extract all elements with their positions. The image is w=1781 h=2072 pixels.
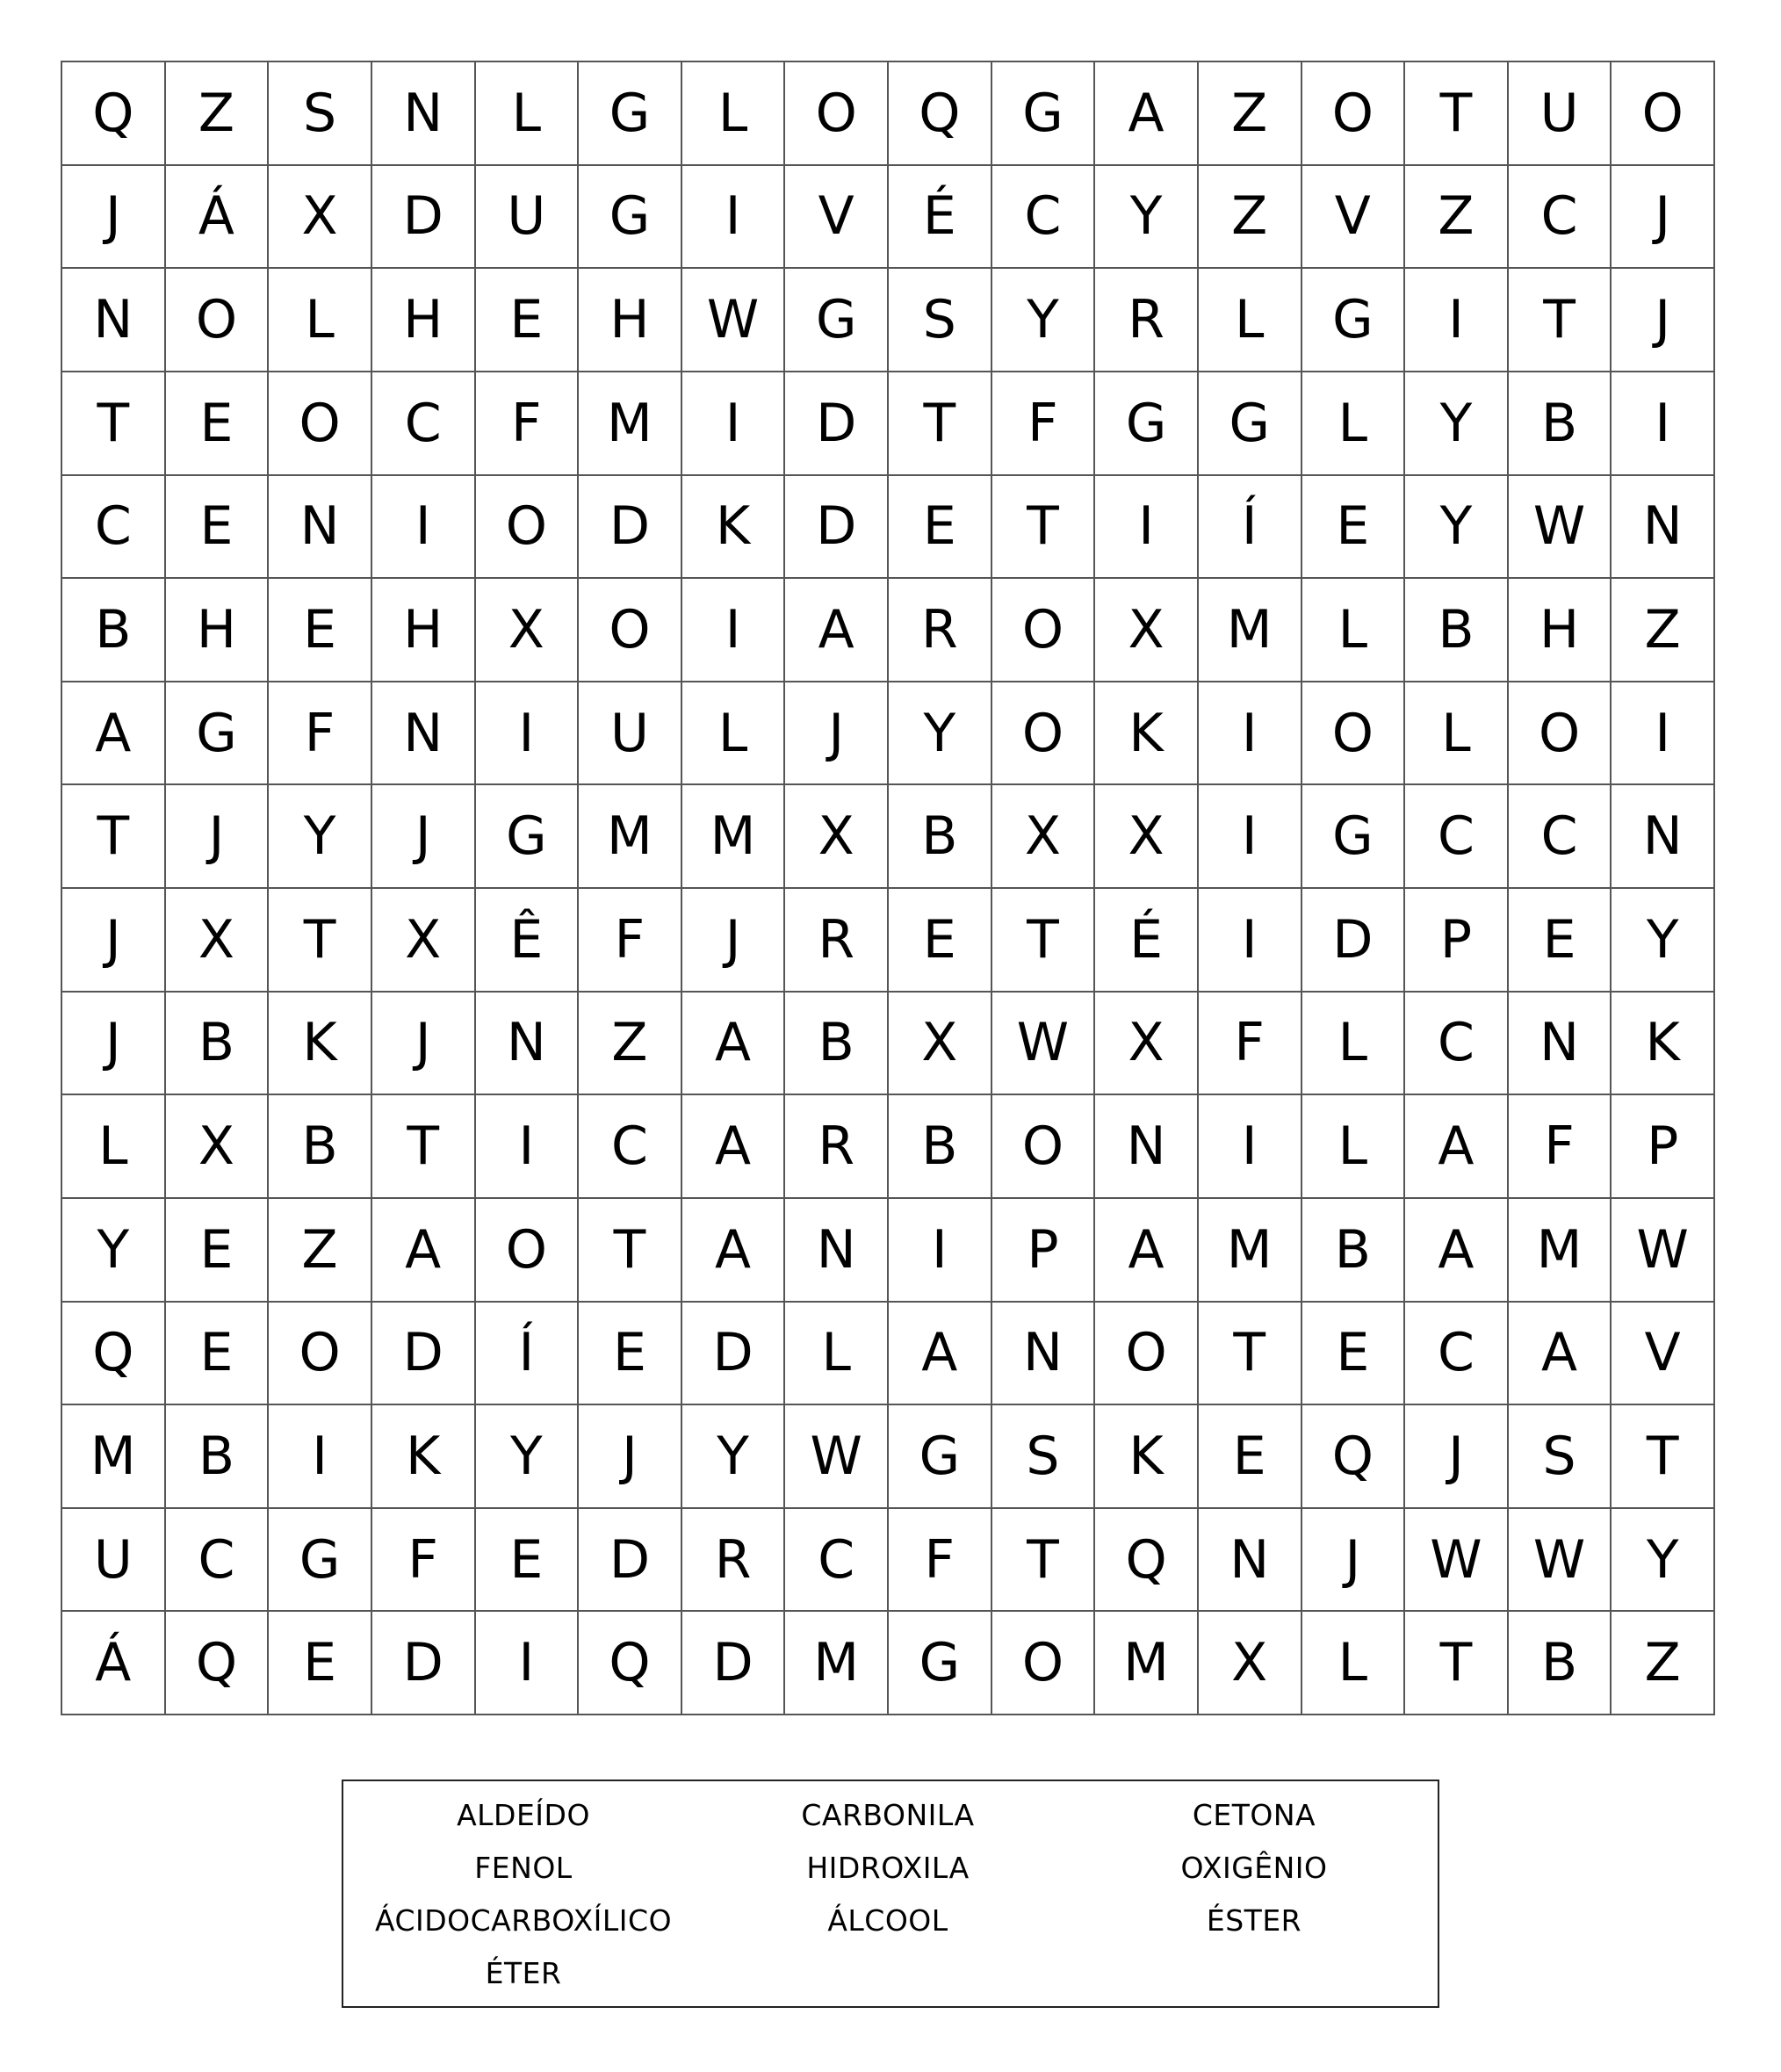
word-list-item: ÁCIDOCARBOXÍLICO bbox=[374, 1903, 673, 1938]
grid-cell[interactable]: C bbox=[1405, 785, 1509, 889]
grid-cell[interactable]: U bbox=[1509, 62, 1612, 166]
grid-cell[interactable]: T bbox=[62, 785, 166, 889]
grid-cell[interactable]: L bbox=[269, 269, 372, 372]
grid-cell[interactable]: X bbox=[785, 785, 889, 889]
grid-cell[interactable]: X bbox=[269, 166, 372, 270]
grid-cell[interactable]: B bbox=[166, 1405, 270, 1509]
grid-cell[interactable]: R bbox=[785, 889, 889, 993]
grid-cell[interactable]: E bbox=[269, 1612, 372, 1715]
grid-cell[interactable]: M bbox=[579, 372, 682, 476]
grid-cell[interactable]: T bbox=[579, 1199, 682, 1303]
grid-cell[interactable]: Z bbox=[1612, 579, 1715, 682]
grid-cell[interactable]: X bbox=[166, 889, 270, 993]
grid-cell[interactable]: I bbox=[1095, 476, 1199, 580]
grid-cell[interactable]: Q bbox=[62, 62, 166, 166]
grid-cell[interactable]: N bbox=[372, 682, 476, 786]
grid-cell[interactable]: C bbox=[785, 1509, 889, 1613]
word-list-item: OXIGÊNIO bbox=[1180, 1851, 1328, 1885]
grid-cell[interactable]: Q bbox=[62, 1303, 166, 1406]
grid-cell[interactable]: I bbox=[372, 476, 476, 580]
grid-cell[interactable]: I bbox=[1199, 785, 1302, 889]
grid-cell[interactable]: W bbox=[682, 269, 786, 372]
grid-cell[interactable]: O bbox=[1612, 62, 1715, 166]
grid-cell[interactable]: Q bbox=[579, 1612, 682, 1715]
grid-cell[interactable]: I bbox=[476, 1095, 580, 1199]
grid-cell[interactable]: E bbox=[476, 269, 580, 372]
grid-cell[interactable]: W bbox=[1509, 476, 1612, 580]
grid-cell[interactable]: I bbox=[682, 166, 786, 270]
grid-cell[interactable]: Y bbox=[269, 785, 372, 889]
grid-cell[interactable]: N bbox=[1612, 785, 1715, 889]
grid-cell[interactable]: Á bbox=[62, 1612, 166, 1715]
grid-cell[interactable]: Z bbox=[269, 1199, 372, 1303]
grid-cell[interactable]: J bbox=[785, 682, 889, 786]
grid-cell[interactable]: Y bbox=[62, 1199, 166, 1303]
grid-cell[interactable]: Y bbox=[889, 682, 992, 786]
grid-cell[interactable]: D bbox=[372, 1303, 476, 1406]
grid-cell[interactable]: F bbox=[1509, 1095, 1612, 1199]
grid-cell[interactable]: E bbox=[1509, 889, 1612, 993]
grid-cell[interactable]: R bbox=[682, 1509, 786, 1613]
grid-cell[interactable]: Y bbox=[682, 1405, 786, 1509]
grid-cell[interactable]: N bbox=[476, 993, 580, 1096]
grid-cell[interactable]: N bbox=[62, 269, 166, 372]
grid-cell[interactable]: J bbox=[1612, 269, 1715, 372]
grid-cell[interactable]: B bbox=[889, 1095, 992, 1199]
grid-cell[interactable]: V bbox=[1302, 166, 1406, 270]
grid-cell[interactable]: Y bbox=[1095, 166, 1199, 270]
grid-cell[interactable]: E bbox=[166, 476, 270, 580]
grid-cell[interactable]: E bbox=[166, 1303, 270, 1406]
grid-cell[interactable]: F bbox=[992, 372, 1096, 476]
grid-cell[interactable]: N bbox=[1509, 993, 1612, 1096]
grid-cell[interactable]: J bbox=[372, 993, 476, 1096]
grid-cell[interactable]: B bbox=[1509, 372, 1612, 476]
grid-cell[interactable]: N bbox=[1612, 476, 1715, 580]
grid-cell[interactable]: O bbox=[1509, 682, 1612, 786]
grid-cell[interactable]: Y bbox=[476, 1405, 580, 1509]
grid-cell[interactable]: A bbox=[889, 1303, 992, 1406]
grid-cell[interactable]: B bbox=[785, 993, 889, 1096]
grid-cell[interactable]: Q bbox=[1095, 1509, 1199, 1613]
grid-cell[interactable]: G bbox=[166, 682, 270, 786]
grid-cell[interactable]: R bbox=[785, 1095, 889, 1199]
grid-cell[interactable]: L bbox=[476, 62, 580, 166]
grid-cell[interactable]: T bbox=[372, 1095, 476, 1199]
grid-cell[interactable]: O bbox=[992, 1095, 1096, 1199]
word-list-item: ÉTER bbox=[485, 1956, 562, 1990]
grid-cell[interactable]: J bbox=[1302, 1509, 1406, 1613]
grid-cell[interactable]: Z bbox=[1199, 62, 1302, 166]
grid-cell[interactable]: L bbox=[1302, 372, 1406, 476]
grid-cell[interactable]: H bbox=[1509, 579, 1612, 682]
grid-cell[interactable]: X bbox=[1095, 993, 1199, 1096]
grid-cell[interactable]: H bbox=[372, 269, 476, 372]
grid-cell[interactable]: T bbox=[269, 889, 372, 993]
grid-cell[interactable]: T bbox=[1199, 1303, 1302, 1406]
grid-cell[interactable]: O bbox=[992, 1612, 1096, 1715]
grid-cell[interactable]: L bbox=[785, 1303, 889, 1406]
grid-cell[interactable]: S bbox=[889, 269, 992, 372]
grid-cell[interactable]: Q bbox=[166, 1612, 270, 1715]
grid-cell[interactable]: I bbox=[476, 1612, 580, 1715]
grid-cell[interactable]: G bbox=[1095, 372, 1199, 476]
grid-cell[interactable]: K bbox=[372, 1405, 476, 1509]
word-list-item: ÁLCOOL bbox=[827, 1903, 948, 1938]
grid-cell[interactable]: A bbox=[785, 579, 889, 682]
grid-cell[interactable]: T bbox=[62, 372, 166, 476]
grid-cell[interactable]: P bbox=[992, 1199, 1096, 1303]
grid-cell[interactable]: A bbox=[1509, 1303, 1612, 1406]
grid-cell[interactable]: F bbox=[476, 372, 580, 476]
grid-cell[interactable]: H bbox=[166, 579, 270, 682]
grid-cell[interactable]: C bbox=[992, 166, 1096, 270]
grid-cell[interactable]: C bbox=[372, 372, 476, 476]
grid-cell[interactable]: O bbox=[476, 1199, 580, 1303]
grid-cell[interactable]: E bbox=[476, 1509, 580, 1613]
grid-cell[interactable]: Y bbox=[1405, 372, 1509, 476]
grid-cell[interactable]: I bbox=[1199, 889, 1302, 993]
grid-cell[interactable]: K bbox=[682, 476, 786, 580]
word-list-item: CETONA bbox=[1192, 1798, 1316, 1832]
grid-cell[interactable]: Í bbox=[1199, 476, 1302, 580]
word-list bbox=[342, 1780, 1439, 2008]
grid-cell[interactable]: T bbox=[1405, 1612, 1509, 1715]
grid-cell[interactable]: X bbox=[476, 579, 580, 682]
grid-cell[interactable]: D bbox=[682, 1303, 786, 1406]
grid-cell[interactable]: Z bbox=[1612, 1612, 1715, 1715]
grid-cell[interactable]: Y bbox=[1612, 889, 1715, 993]
grid-cell[interactable]: L bbox=[62, 1095, 166, 1199]
grid-cell[interactable]: U bbox=[476, 166, 580, 270]
grid-cell[interactable]: M bbox=[785, 1612, 889, 1715]
grid-cell[interactable]: D bbox=[372, 1612, 476, 1715]
grid-cell[interactable]: E bbox=[889, 476, 992, 580]
grid-cell[interactable]: C bbox=[166, 1509, 270, 1613]
grid-cell[interactable]: A bbox=[372, 1199, 476, 1303]
grid-cell[interactable]: E bbox=[579, 1303, 682, 1406]
grid-cell[interactable]: N bbox=[269, 476, 372, 580]
grid-cell[interactable]: P bbox=[1612, 1095, 1715, 1199]
grid-cell[interactable]: J bbox=[682, 889, 786, 993]
grid-cell[interactable]: Z bbox=[1199, 166, 1302, 270]
grid-cell[interactable]: E bbox=[1199, 1405, 1302, 1509]
grid-cell[interactable]: J bbox=[166, 785, 270, 889]
grid-cell[interactable]: S bbox=[269, 62, 372, 166]
grid-cell[interactable]: W bbox=[785, 1405, 889, 1509]
grid-cell[interactable]: E bbox=[1302, 1303, 1406, 1406]
grid-cell[interactable]: M bbox=[1199, 579, 1302, 682]
grid-cell[interactable]: S bbox=[992, 1405, 1096, 1509]
grid-cell[interactable]: W bbox=[1509, 1509, 1612, 1613]
word-list-item: FENOL bbox=[474, 1851, 573, 1885]
grid-cell[interactable]: B bbox=[1509, 1612, 1612, 1715]
grid-cell[interactable]: R bbox=[889, 579, 992, 682]
grid-cell[interactable]: E bbox=[889, 889, 992, 993]
grid-cell[interactable]: J bbox=[62, 166, 166, 270]
grid-cell[interactable]: A bbox=[682, 993, 786, 1096]
grid-cell[interactable]: W bbox=[992, 993, 1096, 1096]
grid-cell[interactable]: D bbox=[1302, 889, 1406, 993]
grid-cell[interactable]: C bbox=[1405, 993, 1509, 1096]
grid-cell[interactable]: L bbox=[1199, 269, 1302, 372]
grid-cell[interactable]: U bbox=[579, 682, 682, 786]
grid-cell[interactable]: I bbox=[1199, 1095, 1302, 1199]
grid-cell[interactable]: É bbox=[889, 166, 992, 270]
grid-cell[interactable]: F bbox=[372, 1509, 476, 1613]
grid-cell[interactable]: B bbox=[1302, 1199, 1406, 1303]
grid-cell[interactable]: G bbox=[579, 62, 682, 166]
grid-cell[interactable]: C bbox=[1405, 1303, 1509, 1406]
grid-cell[interactable]: I bbox=[1612, 372, 1715, 476]
grid-cell[interactable]: M bbox=[1509, 1199, 1612, 1303]
grid-cell[interactable]: T bbox=[992, 889, 1096, 993]
grid-cell[interactable]: Á bbox=[166, 166, 270, 270]
grid-cell[interactable]: X bbox=[372, 889, 476, 993]
grid-cell[interactable]: K bbox=[269, 993, 372, 1096]
grid-cell[interactable]: L bbox=[1302, 1612, 1406, 1715]
grid-cell[interactable]: E bbox=[166, 372, 270, 476]
grid-cell[interactable]: B bbox=[269, 1095, 372, 1199]
grid-cell[interactable]: Y bbox=[992, 269, 1096, 372]
word-list-item: ALDEÍDO bbox=[457, 1798, 590, 1832]
grid-cell[interactable]: A bbox=[1095, 1199, 1199, 1303]
grid-cell[interactable]: C bbox=[579, 1095, 682, 1199]
grid-cell[interactable]: W bbox=[1405, 1509, 1509, 1613]
grid-cell[interactable]: O bbox=[1302, 62, 1406, 166]
grid-cell[interactable]: O bbox=[579, 579, 682, 682]
grid-cell[interactable]: T bbox=[992, 1509, 1096, 1613]
grid-cell[interactable]: D bbox=[579, 476, 682, 580]
grid-cell[interactable]: X bbox=[1199, 1612, 1302, 1715]
grid-cell[interactable]: N bbox=[785, 1199, 889, 1303]
grid-cell[interactable]: G bbox=[476, 785, 580, 889]
grid-cell[interactable]: G bbox=[889, 1405, 992, 1509]
grid-cell[interactable]: D bbox=[372, 166, 476, 270]
grid-cell[interactable]: B bbox=[889, 785, 992, 889]
grid-cell[interactable]: O bbox=[269, 372, 372, 476]
grid-cell[interactable]: F bbox=[889, 1509, 992, 1613]
grid-cell[interactable]: I bbox=[1199, 682, 1302, 786]
grid-cell[interactable]: C bbox=[1509, 166, 1612, 270]
grid-cell[interactable]: W bbox=[1612, 1199, 1715, 1303]
grid-cell[interactable]: A bbox=[62, 682, 166, 786]
grid-cell[interactable]: B bbox=[166, 993, 270, 1096]
grid-cell[interactable]: X bbox=[1095, 579, 1199, 682]
grid-cell[interactable]: C bbox=[62, 476, 166, 580]
grid-cell[interactable]: K bbox=[1095, 1405, 1199, 1509]
grid-cell[interactable]: D bbox=[785, 372, 889, 476]
letter-grid bbox=[61, 61, 1715, 1715]
grid-cell[interactable]: Y bbox=[1405, 476, 1509, 580]
grid-cell[interactable]: L bbox=[1302, 993, 1406, 1096]
grid-cell[interactable]: O bbox=[166, 269, 270, 372]
grid-cell[interactable]: Q bbox=[889, 62, 992, 166]
grid-cell[interactable]: Í bbox=[476, 1303, 580, 1406]
grid-cell[interactable]: G bbox=[269, 1509, 372, 1613]
grid-cell[interactable]: C bbox=[1509, 785, 1612, 889]
grid-cell[interactable]: J bbox=[62, 889, 166, 993]
grid-cell[interactable]: M bbox=[579, 785, 682, 889]
grid-cell[interactable]: I bbox=[682, 372, 786, 476]
grid-cell[interactable]: G bbox=[1302, 785, 1406, 889]
grid-cell[interactable]: N bbox=[1095, 1095, 1199, 1199]
grid-cell[interactable]: G bbox=[1199, 372, 1302, 476]
grid-cell[interactable]: G bbox=[889, 1612, 992, 1715]
grid-cell[interactable]: J bbox=[1612, 166, 1715, 270]
grid-cell[interactable]: H bbox=[372, 579, 476, 682]
grid-cell[interactable]: V bbox=[1612, 1303, 1715, 1406]
grid-cell[interactable]: Z bbox=[579, 993, 682, 1096]
word-list-item: CARBONILA bbox=[801, 1798, 975, 1832]
grid-cell[interactable]: N bbox=[1199, 1509, 1302, 1613]
grid-cell[interactable]: Z bbox=[166, 62, 270, 166]
grid-cell[interactable]: A bbox=[1095, 62, 1199, 166]
grid-cell[interactable]: A bbox=[682, 1199, 786, 1303]
grid-cell[interactable]: I bbox=[889, 1199, 992, 1303]
grid-cell[interactable]: O bbox=[992, 682, 1096, 786]
grid-cell[interactable]: D bbox=[785, 476, 889, 580]
grid-cell[interactable]: A bbox=[1405, 1095, 1509, 1199]
grid-cell[interactable]: L bbox=[1302, 579, 1406, 682]
grid-cell[interactable]: X bbox=[889, 993, 992, 1096]
grid-cell[interactable]: J bbox=[372, 785, 476, 889]
grid-cell[interactable]: M bbox=[62, 1405, 166, 1509]
grid-cell[interactable]: K bbox=[1095, 682, 1199, 786]
grid-cell[interactable]: M bbox=[1095, 1612, 1199, 1715]
grid-cell[interactable]: S bbox=[1509, 1405, 1612, 1509]
grid-cell[interactable]: D bbox=[579, 1509, 682, 1613]
grid-cell[interactable]: Y bbox=[1612, 1509, 1715, 1613]
grid-cell[interactable]: K bbox=[1612, 993, 1715, 1096]
grid-cell[interactable]: B bbox=[62, 579, 166, 682]
grid-cell[interactable]: J bbox=[62, 993, 166, 1096]
grid-cell[interactable]: G bbox=[579, 166, 682, 270]
grid-cell[interactable]: N bbox=[992, 1303, 1096, 1406]
grid-cell[interactable]: G bbox=[785, 269, 889, 372]
grid-cell[interactable]: F bbox=[579, 889, 682, 993]
grid-cell[interactable]: O bbox=[1095, 1303, 1199, 1406]
word-list-item: ÉSTER bbox=[1206, 1903, 1302, 1938]
grid-cell[interactable]: I bbox=[476, 682, 580, 786]
grid-cell[interactable]: X bbox=[1095, 785, 1199, 889]
grid-cell[interactable]: D bbox=[682, 1612, 786, 1715]
grid-cell[interactable]: M bbox=[1199, 1199, 1302, 1303]
grid-cell[interactable]: L bbox=[1302, 1095, 1406, 1199]
grid-cell[interactable]: P bbox=[1405, 889, 1509, 993]
grid-cell[interactable]: F bbox=[1199, 993, 1302, 1096]
grid-cell[interactable]: T bbox=[1405, 62, 1509, 166]
grid-cell[interactable]: T bbox=[889, 372, 992, 476]
grid-cell[interactable]: L bbox=[682, 62, 786, 166]
grid-cell[interactable]: Z bbox=[1405, 166, 1509, 270]
grid-cell[interactable]: E bbox=[1302, 476, 1406, 580]
grid-cell[interactable]: T bbox=[992, 476, 1096, 580]
grid-cell[interactable]: O bbox=[476, 476, 580, 580]
grid-cell[interactable]: N bbox=[372, 62, 476, 166]
grid-cell[interactable]: T bbox=[1612, 1405, 1715, 1509]
grid-cell[interactable]: O bbox=[992, 579, 1096, 682]
grid-cell[interactable]: O bbox=[1302, 682, 1406, 786]
grid-cell[interactable]: U bbox=[62, 1509, 166, 1613]
grid-cell[interactable]: É bbox=[1095, 889, 1199, 993]
grid-cell[interactable]: Q bbox=[1302, 1405, 1406, 1509]
grid-cell[interactable]: Ê bbox=[476, 889, 580, 993]
grid-cell[interactable]: L bbox=[1405, 682, 1509, 786]
grid-cell[interactable]: J bbox=[579, 1405, 682, 1509]
grid-cell[interactable]: R bbox=[1095, 269, 1199, 372]
grid-cell[interactable]: A bbox=[682, 1095, 786, 1199]
grid-cell[interactable]: J bbox=[1405, 1405, 1509, 1509]
word-list-item: HIDROXILA bbox=[806, 1851, 970, 1885]
grid-cell[interactable]: V bbox=[785, 166, 889, 270]
grid-cell[interactable]: I bbox=[1405, 269, 1509, 372]
grid-cell[interactable]: F bbox=[269, 682, 372, 786]
grid-cell[interactable]: T bbox=[1509, 269, 1612, 372]
grid-cell[interactable]: E bbox=[269, 579, 372, 682]
grid-cell[interactable]: I bbox=[1612, 682, 1715, 786]
grid-cell[interactable]: M bbox=[682, 785, 786, 889]
grid-cell[interactable]: I bbox=[269, 1405, 372, 1509]
grid-cell[interactable]: G bbox=[1302, 269, 1406, 372]
grid-cell[interactable]: O bbox=[269, 1303, 372, 1406]
grid-cell[interactable]: G bbox=[992, 62, 1096, 166]
grid-cell[interactable]: A bbox=[1405, 1199, 1509, 1303]
grid-cell[interactable]: X bbox=[166, 1095, 270, 1199]
grid-cell[interactable]: I bbox=[682, 579, 786, 682]
grid-cell[interactable]: B bbox=[1405, 579, 1509, 682]
grid-cell[interactable]: E bbox=[166, 1199, 270, 1303]
grid-cell[interactable]: X bbox=[992, 785, 1096, 889]
grid-cell[interactable]: L bbox=[682, 682, 786, 786]
grid-cell[interactable]: H bbox=[579, 269, 682, 372]
grid-cell[interactable]: O bbox=[785, 62, 889, 166]
